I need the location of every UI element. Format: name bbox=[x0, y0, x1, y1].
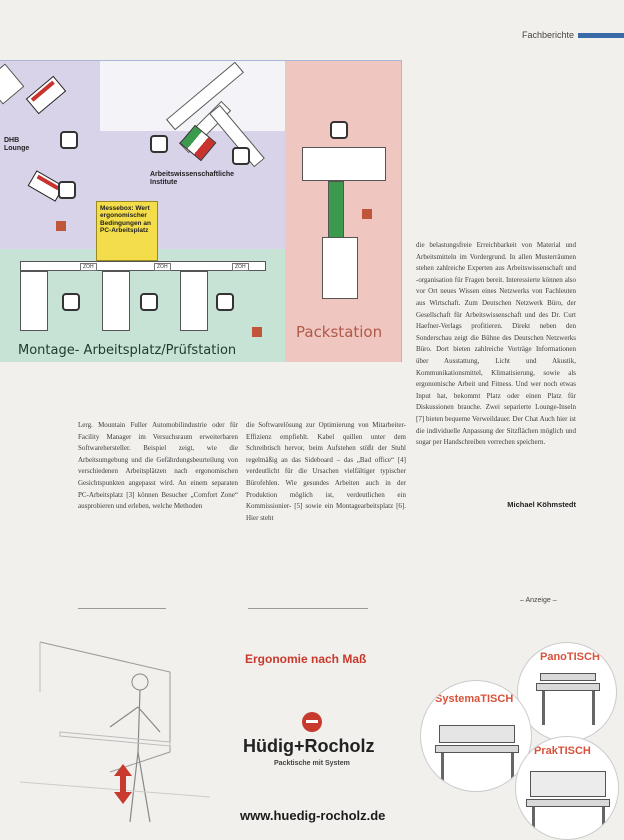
product-desk bbox=[435, 745, 519, 753]
product-title-suffix: TISCH bbox=[480, 693, 514, 705]
product-title bbox=[435, 693, 513, 705]
article-column-3 bbox=[416, 240, 576, 449]
author-name: Michael Köhmstedt bbox=[507, 500, 576, 509]
office-chair bbox=[58, 181, 76, 199]
product-desk bbox=[526, 799, 610, 807]
montage-bench bbox=[102, 271, 130, 331]
brand-name: Hüdig+Rocholz bbox=[243, 736, 375, 756]
product-shelf bbox=[530, 771, 606, 797]
ad-website-link[interactable]: www.huedig-rocholz.de bbox=[240, 808, 386, 823]
brand-logo-icon bbox=[302, 712, 322, 732]
packstation-label: Packstation bbox=[296, 323, 383, 341]
montage-label: Montage- Arbeitsplatz/Prüfstation bbox=[18, 343, 237, 358]
workshop-chair bbox=[140, 293, 158, 311]
pack-unit bbox=[322, 237, 358, 299]
product-circle-systema bbox=[420, 680, 532, 792]
dhb-lounge-label: DHB Lounge bbox=[4, 137, 30, 152]
section-label: Fachberichte bbox=[522, 30, 575, 40]
pack-table bbox=[302, 147, 386, 181]
desk-leg bbox=[532, 807, 535, 835]
product-title-prefix: Pano bbox=[540, 651, 567, 663]
desk-leg bbox=[441, 753, 444, 783]
montage-bench bbox=[180, 271, 208, 331]
ad-headline: Ergonomie nach Maß bbox=[245, 652, 367, 666]
montage-bench bbox=[20, 271, 48, 331]
product-shelf bbox=[540, 673, 596, 681]
office-chair bbox=[150, 135, 168, 153]
product-shelf bbox=[439, 725, 515, 743]
desk-leg bbox=[542, 691, 545, 725]
product-circle-pano bbox=[517, 642, 617, 742]
article-paragraph: die Softwarelösung zur Optimierung von Mitarbeiter-Effizienz empfiehlt. Kabel quillen unter dem Schreibtisch hervor, beim Aufstehen stößt der Stuhl regelmäßig an das Sideboard – das „Bad office“ [4] verdeutlicht für die Ursachen vielfältiger typischer Bürofehlen. Wie gesundes Arbeiten auch in der Produktion möglich ist, verdeutlichen ein Kommissionier- [5] sowie ein Montagearbeitsplatz [6]. Hier steht bbox=[246, 421, 406, 522]
institute-label: Arbeitswissenschaftliche Institute bbox=[150, 171, 235, 186]
zone-tag: ZOH bbox=[232, 263, 249, 271]
desk-leg bbox=[592, 691, 595, 725]
product-title bbox=[540, 651, 600, 663]
desk-leg bbox=[511, 753, 514, 783]
article-column-2 bbox=[246, 420, 406, 524]
article-paragraph: Lerg. Mountain Fuller Automobilindustrie oder für Facility Manager im Versuchsraum erweiterbaren Softwarehersteller. Beispiel zeigt, wie die Arbeitsumgebung und die Gefährdungsbeurteilung von verschiedenen Arbeitsplätzen nach ergonomischen Gesichtspunkten angepasst wird. An einem separaten PC-Arbeitsplatz [3] können Besucher „Comfort Zone“ ausprobieren und erleben, welche Methoden bbox=[78, 421, 238, 511]
office-chair bbox=[60, 131, 78, 149]
office-chair bbox=[232, 147, 250, 165]
product-title-suffix: TISCH bbox=[557, 745, 591, 757]
workshop-chair bbox=[62, 293, 80, 311]
product-circle-prak bbox=[515, 736, 619, 840]
article-paragraph: die belastungsfreie Erreichbarkeit von Material und Arbeitsmitteln im Vordergrund. In allen Musterräumen stehen zahlreiche Experten aus Arbeitswissenschaft und -organisation für Fragen bereit. Interessierte können also vor Ort neues Wissen eines Netzwerks von Fachleuten aus Wirtschaft. Zum Deutschen Netzwerk Büro, der Gesellschaft für Arbeitswissenschaft und des Dr. Curt Haefner-Verlags profitieren. Direkt neben den Sonderschau zeigt die Bühne des Deutschen Netzwerks Büro. Dort bieten zahlreiche Vorträge Informationen über Ausstattung, Licht und Akustik, Kommunikationsmittel, Klimatisierung, sowie als ergonomische Arbeit und Fitness. Und wer noch etwas Input hat, bekommt Platz oder einen Platz für Diskussionen brauche. Zwei separierte Lounge-Inseln [7] bieten bequeme Verweildauer. Der Chat Auch hier ist die individuelle Anpassung der Sitzflächen möglich und sogar per Handschreiben verrechen speichern. bbox=[416, 241, 576, 447]
desk-leg bbox=[602, 807, 605, 835]
pack-shelf bbox=[328, 181, 344, 239]
area-marker bbox=[56, 221, 66, 231]
product-title-prefix: Prak bbox=[534, 745, 558, 757]
floor-plan-illustration bbox=[0, 60, 402, 362]
divider-line bbox=[248, 608, 368, 609]
zone-tag: ZOH bbox=[80, 263, 97, 271]
workshop-chair bbox=[216, 293, 234, 311]
area-marker bbox=[362, 209, 372, 219]
height-adjust-arrow-icon bbox=[114, 764, 132, 804]
zone-tag: ZOH bbox=[154, 263, 171, 271]
office-chair bbox=[330, 121, 348, 139]
advertisement bbox=[0, 612, 624, 840]
section-color-bar bbox=[578, 33, 624, 38]
messebox-note: Messebox: Wert ergonomischer Bedingungen an PC-Arbeitsplatz bbox=[96, 201, 158, 261]
product-title-suffix: TISCH bbox=[566, 651, 600, 663]
product-title bbox=[534, 745, 591, 757]
advertisement-label: – Anzeige – bbox=[520, 597, 557, 604]
bench-shelf bbox=[20, 261, 266, 271]
product-desk bbox=[536, 683, 600, 691]
product-title-prefix: Systema bbox=[435, 693, 481, 705]
article-column-1 bbox=[78, 420, 238, 513]
area-marker bbox=[252, 327, 262, 337]
brand-tagline: Packtische mit System bbox=[274, 760, 350, 767]
divider-line bbox=[78, 608, 166, 609]
